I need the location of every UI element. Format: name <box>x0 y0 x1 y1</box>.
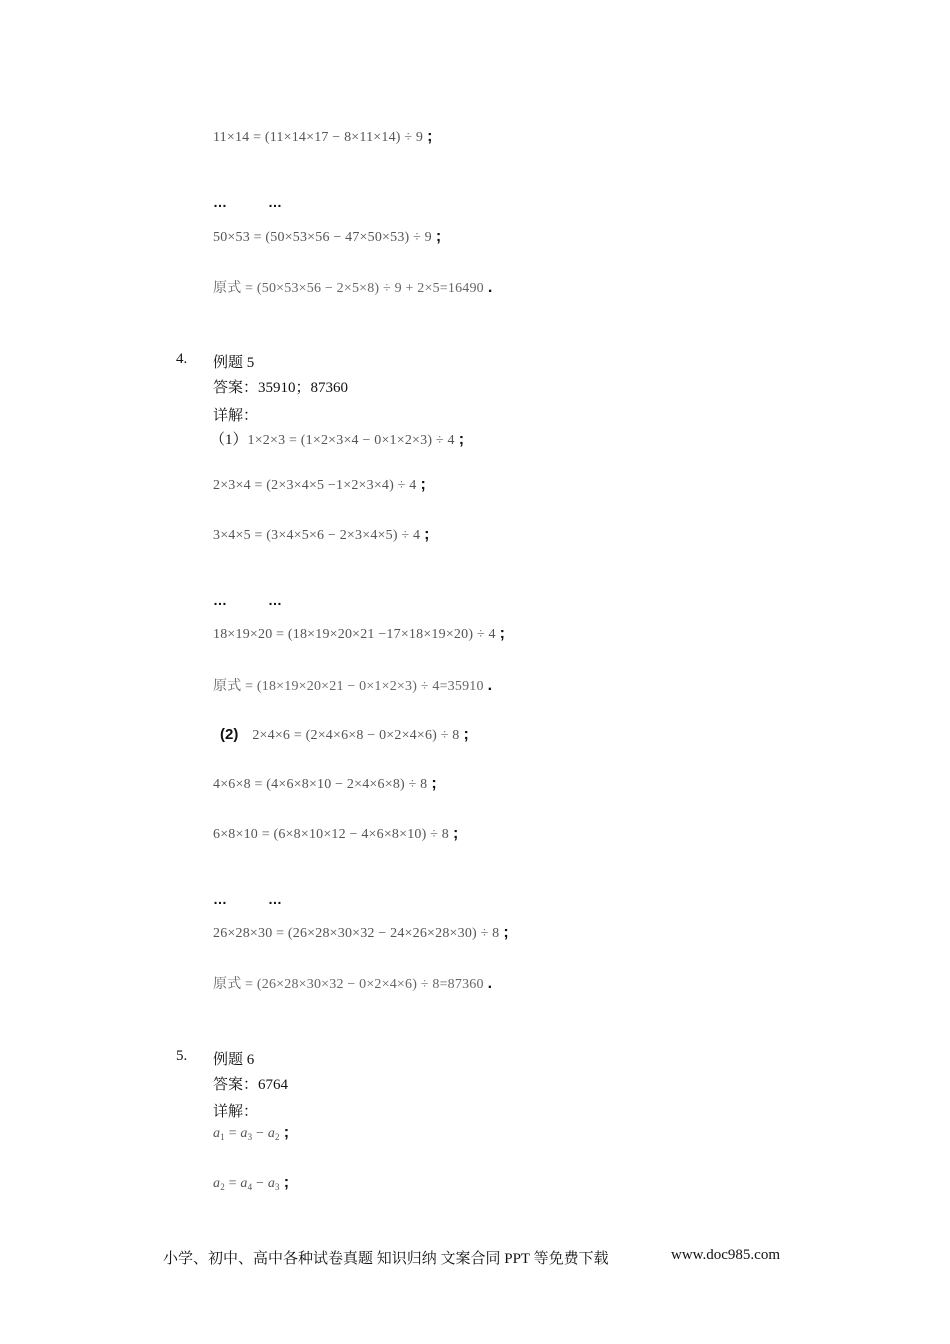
semicolon: ; <box>427 128 433 145</box>
formula-line <box>213 228 441 246</box>
subscript: 4 <box>247 1182 253 1192</box>
semicolon: ; <box>463 726 469 743</box>
formula-line <box>213 775 437 793</box>
semicolon: ; <box>420 476 426 493</box>
ellipsis: … <box>213 891 227 907</box>
formula: 2×4×6 = (2×4×6×8 − 0×2×4×6) ÷ 8 <box>252 728 460 743</box>
formula-line <box>213 625 505 643</box>
answer: 答案：6764 <box>213 1077 289 1093</box>
result-formula: 原式 = (26×28×30×32 − 0×2×4×6) ÷ 8=87360 <box>213 977 484 992</box>
formula-line <box>213 973 492 993</box>
detail-label: 详解： <box>213 1104 259 1120</box>
formula-line <box>213 924 509 942</box>
period: . <box>487 975 493 992</box>
formula: 50×53 = (50×53×56 − 47×50×53) ÷ 9 <box>213 230 432 245</box>
semicolon: ; <box>452 825 459 842</box>
semicolon: ; <box>435 228 442 245</box>
ellipsis: … <box>268 592 282 608</box>
semicolon: ; <box>458 431 465 448</box>
semicolon: ; <box>431 775 437 792</box>
footer-url[interactable]: www.doc985.com <box>671 1247 781 1263</box>
ellipsis: … <box>213 194 227 210</box>
variable: a <box>240 1176 248 1191</box>
formula-line <box>213 277 492 297</box>
formula-line <box>210 428 464 449</box>
formula: 2×3×4 = (2×3×4×5 −1×2×3×4) ÷ 4 <box>213 478 417 493</box>
semicolon: ; <box>283 1124 290 1141</box>
variable: a <box>267 1126 276 1141</box>
footer-text: 小学、初中、高中各种试卷真题 知识归纳 文案合同 PPT 等免费下载 <box>163 1251 609 1267</box>
subscript: 1 <box>220 1132 225 1142</box>
formula-line <box>213 675 492 695</box>
formula: 18×19×20 = (18×19×20×21 −17×18×19×20) ÷ 4 <box>213 627 496 642</box>
answer: 答案：35910；87360 <box>213 380 349 396</box>
item-number: 4. <box>176 351 188 367</box>
variable: a <box>213 1126 221 1141</box>
part-label: (2) <box>220 726 239 743</box>
ellipsis: … <box>213 592 227 608</box>
formula: 1×2×3 = (1×2×3×4 − 0×1×2×3) ÷ 4 <box>247 433 455 448</box>
formula-line <box>213 476 426 494</box>
ellipsis: … <box>268 891 282 907</box>
period: . <box>487 677 493 694</box>
ellipsis: … <box>268 194 282 210</box>
variable: a <box>267 1176 276 1191</box>
formula-line <box>220 726 469 744</box>
formula-line <box>213 526 430 544</box>
semicolon: ; <box>503 924 509 941</box>
subscript: 3 <box>247 1132 253 1142</box>
formula-line <box>213 128 432 146</box>
item-number: 5. <box>176 1048 188 1064</box>
formula: 4×6×8 = (4×6×8×10 − 2×4×6×8) ÷ 8 <box>213 777 428 792</box>
formula: 3×4×5 = (3×4×5×6 − 2×3×4×5) ÷ 4 <box>213 528 421 543</box>
formula: 26×28×30 = (26×28×30×32 − 24×26×28×30) ÷ 8 <box>213 926 500 941</box>
formula: 6×8×10 = (6×8×10×12 − 4×6×8×10) ÷ 8 <box>213 827 449 842</box>
part-label: （1） <box>210 432 248 448</box>
subscript: 2 <box>275 1132 280 1142</box>
item-title: 例题 5 <box>213 355 255 371</box>
detail-label: 详解： <box>213 408 259 424</box>
result-formula: 原式 = (18×19×20×21 − 0×1×2×3) ÷ 4=35910 <box>213 679 484 694</box>
subscript: 3 <box>275 1182 280 1192</box>
variable: a <box>213 1176 221 1191</box>
formula-line: $a_1 = a_3 - a_2$ ; <box>213 1124 290 1142</box>
formula-line <box>213 825 458 843</box>
variable: a <box>240 1126 248 1141</box>
semicolon: ; <box>424 526 430 543</box>
item-title: 例题 6 <box>213 1052 255 1068</box>
formula: 11×14 = (11×14×17 − 8×11×14) ÷ 9 <box>213 130 424 145</box>
subscript: 2 <box>220 1182 225 1192</box>
semicolon: ; <box>499 625 505 642</box>
period: . <box>487 279 493 296</box>
formula-line: $a_2 = a_4 - a_3$ ; <box>213 1174 290 1192</box>
semicolon: ; <box>283 1174 290 1191</box>
result-formula: 原式 = (50×53×56 − 2×5×8) ÷ 9 + 2×5=16490 <box>213 281 484 296</box>
